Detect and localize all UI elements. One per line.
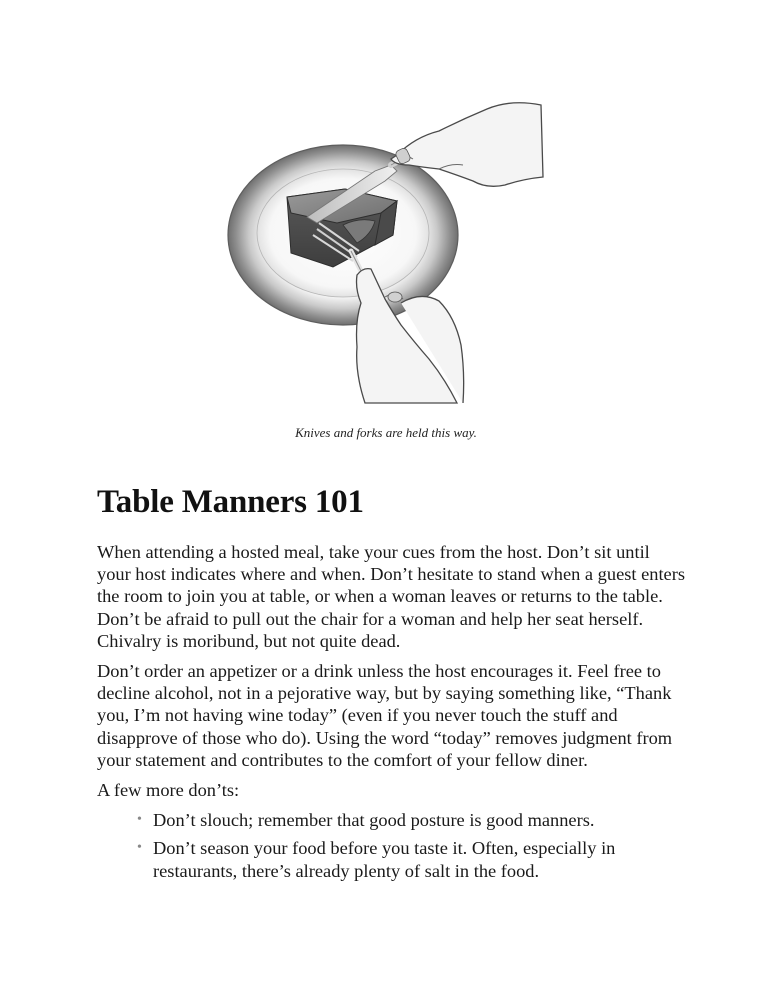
paragraph-1: When attending a hosted meal, take your cues from the host. Don’t sit until your host indicates where and when. Don’t hesitate to stand when a guest enters the room to join you at table, or when a woman leaves or returns to the table. Don’t be afraid to pull out the chair for a woman and help her seat herself. Chivalry is moribund, but not quite dead. bbox=[97, 542, 686, 651]
section-body bbox=[97, 541, 687, 888]
list-intro: A few more don’ts: bbox=[97, 780, 240, 801]
list-item bbox=[137, 809, 687, 831]
knife-and-fork-illustration bbox=[225, 85, 555, 405]
paragraph-2: Don’t order an appetizer or a drink unless the host encourages it. Feel free to decline alcohol, not in a pejorative way, but by saying something like, “Thank you, I’m not having wine today” (even if you never touch the stuff and disapprove of those who do). Using the word “today” removes judgment from your statement and contributes to the comfort of your fellow diner. bbox=[97, 661, 673, 770]
section-title: Table Manners 101 bbox=[97, 484, 364, 520]
bullet-icon: • bbox=[137, 840, 142, 856]
bullet-icon: • bbox=[137, 812, 142, 828]
figure-caption: Knives and forks are held this way. bbox=[295, 425, 477, 440]
list-item-text: Don’t season your food before you taste it. Often, especially in restaurants, there’s already plenty of salt in the food. bbox=[153, 838, 616, 881]
list-item-text: Don’t slouch; remember that good posture is good manners. bbox=[153, 810, 595, 831]
donts-list bbox=[97, 809, 687, 882]
list-item bbox=[137, 837, 687, 881]
